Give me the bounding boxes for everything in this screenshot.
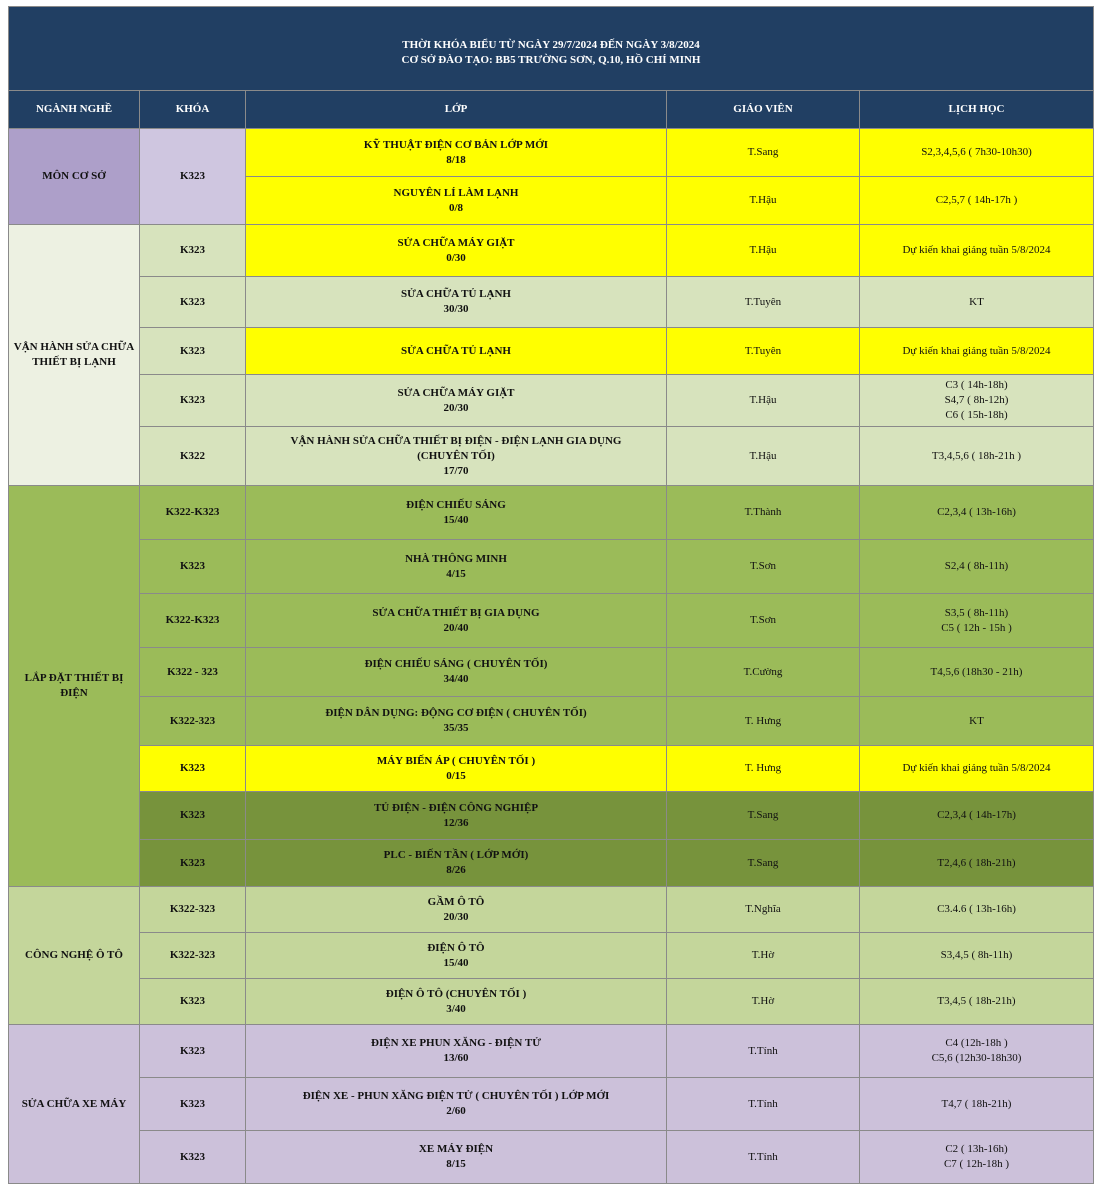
cell-giaovien: T.Hậu bbox=[667, 375, 860, 427]
cell-khoa: K323 bbox=[140, 328, 246, 375]
cell-lop: SỬA CHỮA TỦ LẠNH bbox=[246, 328, 667, 375]
table-row bbox=[9, 1131, 1094, 1184]
cell-lich: T4,7 ( 18h-21h) bbox=[860, 1078, 1094, 1131]
cell-lich: KT bbox=[860, 277, 1094, 328]
cell-lop: VẬN HÀNH SỬA CHỮA THIẾT BỊ ĐIỆN - ĐIỆN LẠNH GIA DỤNG (CHUYÊN TỐI) 17/70 bbox=[246, 427, 667, 486]
cell-lop: SỬA CHỮA MÁY GIẶT 0/30 bbox=[246, 225, 667, 277]
group-van-hanh: VẬN HÀNH SỬA CHỮA THIẾT BỊ LẠNH bbox=[9, 225, 140, 486]
cell-lich: T2,4,6 ( 18h-21h) bbox=[860, 840, 1094, 887]
table-row bbox=[9, 648, 1094, 697]
cell-khoa: K323 bbox=[140, 1025, 246, 1078]
cell-lop: ĐIỆN CHIẾU SÁNG ( CHUYÊN TỐI) 34/40 bbox=[246, 648, 667, 697]
table-row bbox=[9, 933, 1094, 979]
header-khoa: KHÓA bbox=[140, 91, 246, 129]
cell-lich: KT bbox=[860, 697, 1094, 746]
cell-khoa: K323 bbox=[140, 979, 246, 1025]
cell-giaovien: T.Hậu bbox=[667, 177, 860, 225]
cell-giaovien: T.Sơn bbox=[667, 540, 860, 594]
cell-khoa: K322-323 bbox=[140, 887, 246, 933]
timetable-sheet bbox=[8, 6, 1093, 1184]
cell-giaovien: T.Nghĩa bbox=[667, 887, 860, 933]
table-row bbox=[9, 746, 1094, 792]
cell-giaovien: T.Sơn bbox=[667, 594, 860, 648]
cell-giaovien: T. Hưng bbox=[667, 697, 860, 746]
cell-lich: C4 (12h-18h ) C5,6 (12h30-18h30) bbox=[860, 1025, 1094, 1078]
cell-lop: SỬA CHỮA TỦ LẠNH 30/30 bbox=[246, 277, 667, 328]
cell-giaovien: T.Sang bbox=[667, 792, 860, 840]
cell-khoa: K322-323 bbox=[140, 697, 246, 746]
cell-khoa: K322 bbox=[140, 427, 246, 486]
header-lop: LỚP bbox=[246, 91, 667, 129]
cell-lich: S2,4 ( 8h-11h) bbox=[860, 540, 1094, 594]
table-row bbox=[9, 887, 1094, 933]
cell-giaovien: T.Tính bbox=[667, 1078, 860, 1131]
cell-lich: C2,5,7 ( 14h-17h ) bbox=[860, 177, 1094, 225]
cell-khoa: K323 bbox=[140, 375, 246, 427]
group-lap-dat: LẮP ĐẶT THIẾT BỊ ĐIỆN bbox=[9, 486, 140, 887]
cell-lop: MÁY BIẾN ÁP ( CHUYÊN TỐI ) 0/15 bbox=[246, 746, 667, 792]
cell-lich: Dự kiến khai giảng tuần 5/8/2024 bbox=[860, 746, 1094, 792]
cell-khoa: K323 bbox=[140, 225, 246, 277]
group-mon-co-so: MÔN CƠ SỞ bbox=[9, 129, 140, 225]
cell-khoa: K323 bbox=[140, 840, 246, 887]
table-row bbox=[9, 594, 1094, 648]
cell-giaovien: T.Sang bbox=[667, 840, 860, 887]
group-sua-chua-xe-may: SỬA CHỮA XE MÁY bbox=[9, 1025, 140, 1184]
table-row bbox=[9, 792, 1094, 840]
cell-lich: T3,4,5,6 ( 18h-21h ) bbox=[860, 427, 1094, 486]
cell-lich: Dự kiến khai giảng tuần 5/8/2024 bbox=[860, 328, 1094, 375]
cell-lop: NGUYÊN LÍ LÀM LẠNH 0/8 bbox=[246, 177, 667, 225]
cell-lop: GẦM Ô TÔ 20/30 bbox=[246, 887, 667, 933]
cell-lop: TỦ ĐIỆN - ĐIỆN CÔNG NGHIỆP 12/36 bbox=[246, 792, 667, 840]
cell-lop: ĐIỆN DÂN DỤNG: ĐỘNG CƠ ĐIỆN ( CHUYÊN TỐI) 35/35 bbox=[246, 697, 667, 746]
cell-lich: T4,5,6 (18h30 - 21h) bbox=[860, 648, 1094, 697]
cell-lich: C2 ( 13h-16h) C7 ( 12h-18h ) bbox=[860, 1131, 1094, 1184]
header-lich: LỊCH HỌC bbox=[860, 91, 1094, 129]
cell-giaovien: T.Tính bbox=[667, 1025, 860, 1078]
cell-khoa: K323 bbox=[140, 1078, 246, 1131]
cell-lop: NHÀ THÔNG MINH 4/15 bbox=[246, 540, 667, 594]
table-row bbox=[9, 328, 1094, 375]
cell-khoa: K323 bbox=[140, 277, 246, 328]
cell-giaovien: T.Thành bbox=[667, 486, 860, 540]
cell-lich: C2,3,4 ( 13h-16h) bbox=[860, 486, 1094, 540]
table-row bbox=[9, 225, 1094, 277]
table-row bbox=[9, 1025, 1094, 1078]
cell-lich: S2,3,4,5,6 ( 7h30-10h30) bbox=[860, 129, 1094, 177]
cell-lich: T3,4,5 ( 18h-21h) bbox=[860, 979, 1094, 1025]
cell-lich: C3 ( 14h-18h) S4,7 ( 8h-12h) C6 ( 15h-18h) bbox=[860, 375, 1094, 427]
cell-khoa: K323 bbox=[140, 746, 246, 792]
cell-giaovien: T. Hưng bbox=[667, 746, 860, 792]
cell-giaovien: T.Tính bbox=[667, 1131, 860, 1184]
cell-lich: S3,4,5 ( 8h-11h) bbox=[860, 933, 1094, 979]
cell-lop: SỬA CHỮA MÁY GIẶT 20/30 bbox=[246, 375, 667, 427]
cell-lop: ĐIỆN XE - PHUN XĂNG ĐIỆN TỬ ( CHUYÊN TỐI ) LỚP MỚI 2/60 bbox=[246, 1078, 667, 1131]
cell-lop: ĐIỆN Ô TÔ (CHUYÊN TỐI ) 3/40 bbox=[246, 979, 667, 1025]
cell-lop: XE MÁY ĐIỆN 8/15 bbox=[246, 1131, 667, 1184]
cell-lop: ĐIỆN XE PHUN XĂNG - ĐIỆN TỬ 13/60 bbox=[246, 1025, 667, 1078]
table-row bbox=[9, 277, 1094, 328]
cell-khoa: K322 - 323 bbox=[140, 648, 246, 697]
cell-giaovien: T.Hậu bbox=[667, 225, 860, 277]
header-giaovien: GIÁO VIÊN bbox=[667, 91, 860, 129]
table-row bbox=[9, 375, 1094, 427]
cell-lich: C2,3,4 ( 14h-17h) bbox=[860, 792, 1094, 840]
cell-giaovien: T.Tuyên bbox=[667, 328, 860, 375]
header-nganh: NGÀNH NGHỀ bbox=[9, 91, 140, 129]
cell-khoa: K323 bbox=[140, 129, 246, 225]
table-row bbox=[9, 540, 1094, 594]
timetable bbox=[8, 6, 1094, 1184]
title-line-1: THỜI KHÓA BIỂU TỪ NGÀY 29/7/2024 ĐẾN NGÀY 3/8/2024 bbox=[402, 38, 700, 51]
cell-giaovien: T.Sang bbox=[667, 129, 860, 177]
cell-lich: S3,5 ( 8h-11h) C5 ( 12h - 15h ) bbox=[860, 594, 1094, 648]
page-title bbox=[9, 7, 1094, 91]
table-row bbox=[9, 486, 1094, 540]
cell-khoa: K322-K323 bbox=[140, 486, 246, 540]
cell-lich: C3.4.6 ( 13h-16h) bbox=[860, 887, 1094, 933]
cell-khoa: K322-323 bbox=[140, 933, 246, 979]
cell-giaovien: T.Tuyên bbox=[667, 277, 860, 328]
table-row bbox=[9, 427, 1094, 486]
cell-khoa: K323 bbox=[140, 540, 246, 594]
cell-lop: ĐIỆN CHIẾU SÁNG 15/40 bbox=[246, 486, 667, 540]
table-row bbox=[9, 1078, 1094, 1131]
group-cong-nghe-oto: CÔNG NGHỆ Ô TÔ bbox=[9, 887, 140, 1025]
table-row bbox=[9, 129, 1094, 177]
table-row bbox=[9, 840, 1094, 887]
table-row bbox=[9, 697, 1094, 746]
cell-lop: KỸ THUẬT ĐIỆN CƠ BẢN LỚP MỚI 8/18 bbox=[246, 129, 667, 177]
title-line-2: CƠ SỞ ĐÀO TẠO: BB5 TRƯỜNG SƠN, Q.10, HỒ CHÍ MINH bbox=[401, 53, 701, 66]
cell-khoa: K323 bbox=[140, 1131, 246, 1184]
cell-lop: SỬA CHỮA THIẾT BỊ GIA DỤNG 20/40 bbox=[246, 594, 667, 648]
cell-lich: Dự kiến khai giảng tuần 5/8/2024 bbox=[860, 225, 1094, 277]
cell-lop: ĐIỆN Ô TÔ 15/40 bbox=[246, 933, 667, 979]
cell-giaovien: T.Hậu bbox=[667, 427, 860, 486]
cell-giaovien: T.Hờ bbox=[667, 979, 860, 1025]
table-row bbox=[9, 979, 1094, 1025]
cell-giaovien: T.Cường bbox=[667, 648, 860, 697]
cell-lop: PLC - BIẾN TẦN ( LỚP MỚI) 8/26 bbox=[246, 840, 667, 887]
cell-khoa: K323 bbox=[140, 792, 246, 840]
cell-khoa: K322-K323 bbox=[140, 594, 246, 648]
cell-giaovien: T.Hờ bbox=[667, 933, 860, 979]
